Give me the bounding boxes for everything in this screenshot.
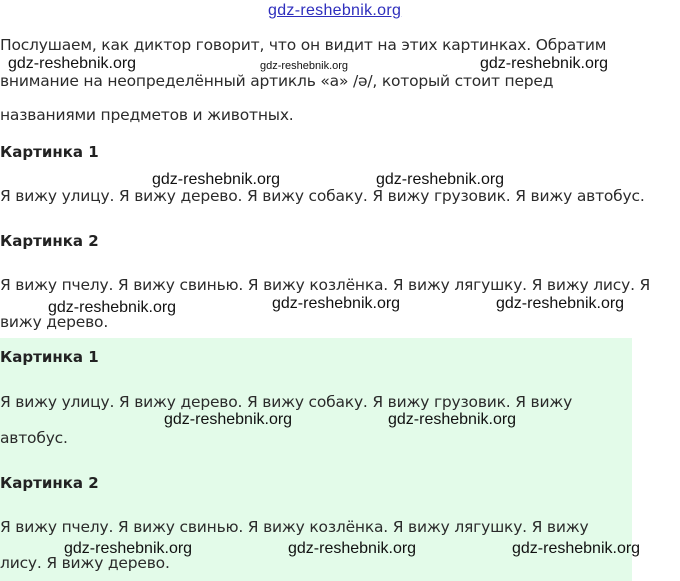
watermark: gdz-reshebnik.org (480, 55, 609, 72)
intro-line-3: названиями предметов и животных. (0, 106, 294, 124)
watermark: gdz-reshebnik.org (512, 540, 641, 557)
watermark: gdz-reshebnik.org (388, 411, 517, 428)
task-pic1-title: Картинка 1 (0, 143, 99, 161)
watermark: gdz-reshebnik.org (376, 171, 505, 188)
intro-line-2: внимание на неопределённый артикль «a» /ə/, который стоит перед (0, 72, 554, 90)
answer-pic1-line-2: автобус. (0, 429, 68, 447)
watermark: gdz-reshebnik.org (64, 540, 193, 557)
task-pic2-title: Картинка 2 (0, 232, 99, 250)
answer-pic2-line-2: лису. Я вижу дерево. (0, 554, 170, 572)
watermark-top: gdz-reshebnik.org (268, 2, 402, 19)
watermark: gdz-reshebnik.org (164, 411, 293, 428)
watermark: gdz-reshebnik.org (496, 295, 625, 312)
answer-pic1-title: Картинка 1 (0, 348, 99, 366)
watermark: gdz-reshebnik.org (48, 299, 177, 316)
task-pic2-line-1: Я вижу пчелу. Я вижу свинью. Я вижу козлёнка. Я вижу лягушку. Я вижу лису. Я (0, 276, 651, 294)
answer-pic2-title: Картинка 2 (0, 474, 99, 492)
answer-pic2-line-1: Я вижу пчелу. Я вижу свинью. Я вижу козлёнка. Я вижу лягушку. Я вижу (0, 518, 589, 536)
watermark: gdz-reshebnik.org (260, 60, 349, 72)
watermark: gdz-reshebnik.org (152, 171, 281, 188)
answer-pic1-line-1: Я вижу улицу. Я вижу дерево. Я вижу собаку. Я вижу грузовик. Я вижу (0, 393, 573, 411)
watermark: gdz-reshebnik.org (272, 295, 401, 312)
intro-line-1: Послушаем, как диктор говорит, что он видит на этих картинках. Обратим (0, 36, 607, 54)
task-pic1-text: Я вижу улицу. Я вижу дерево. Я вижу собаку. Я вижу грузовик. Я вижу автобус. (0, 187, 645, 205)
watermark: gdz-reshebnik.org (288, 540, 417, 557)
watermark: gdz-reshebnik.org (8, 55, 137, 72)
task-pic2-line-2: вижу дерево. (0, 313, 109, 331)
